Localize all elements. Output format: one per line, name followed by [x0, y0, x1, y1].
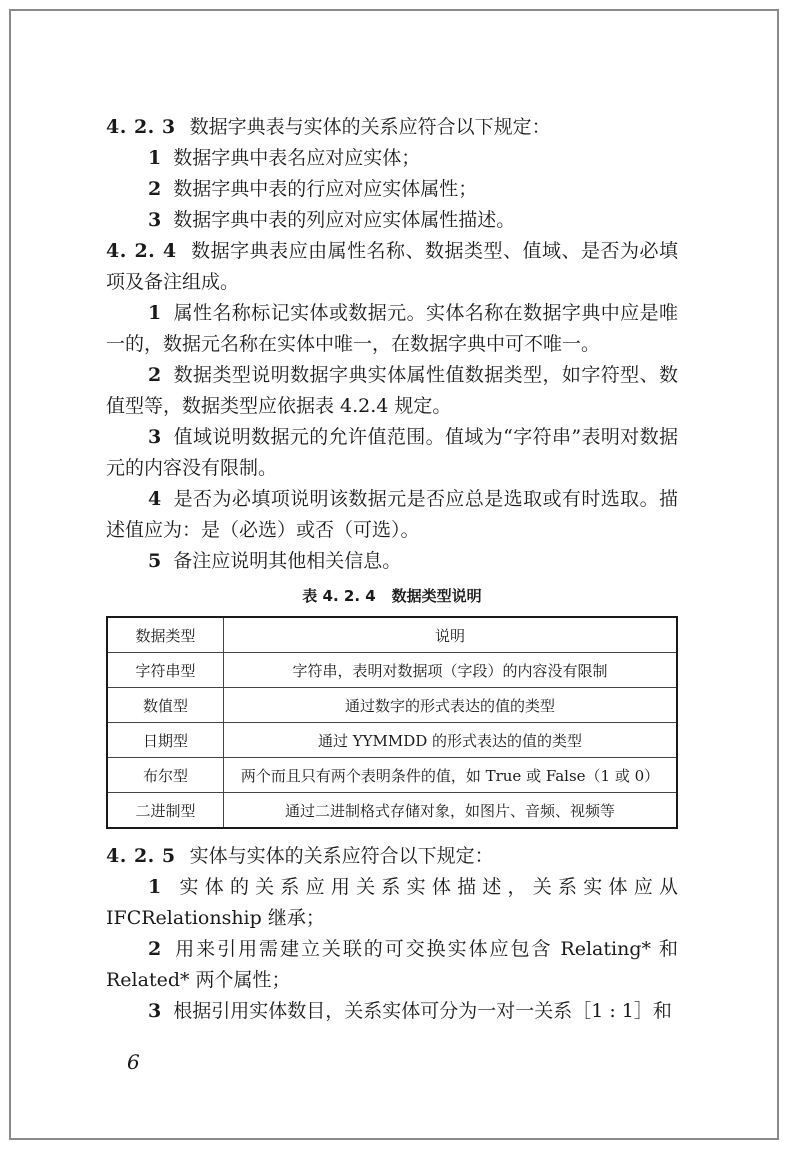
- table-row: [107, 723, 677, 758]
- list-item: [106, 934, 678, 996]
- section-number: 4. 2. 4: [106, 240, 177, 262]
- item-text: 数据字典中表名应对应实体；: [173, 147, 421, 169]
- item-number: 1: [148, 876, 162, 898]
- item-number: 2: [148, 364, 162, 386]
- item-text: 用来引用需建立关联的可交换实体应包含 Relating* 和 Related* 两个属性；: [106, 938, 678, 991]
- section-4-2-3: [106, 112, 678, 143]
- item-text: 数据字典中表的列应对应实体属性描述。: [173, 209, 516, 231]
- table-cell: 通过 YYMMDD 的形式表达的值的类型: [224, 723, 678, 758]
- list-item: [106, 174, 678, 205]
- table-cell: 通过二进制格式存储对象，如图片、音频、视频等: [224, 793, 678, 829]
- list-item: [106, 996, 678, 1027]
- table-caption: [106, 585, 678, 607]
- list-item: [106, 872, 678, 934]
- table-cell: 两个而且只有两个表明条件的值，如 True 或 False（1 或 0）: [224, 758, 678, 793]
- table-caption-number: 表 4. 2. 4: [302, 587, 376, 605]
- item-number: 2: [148, 938, 162, 960]
- table-cell: 布尔型: [107, 758, 224, 793]
- column-header: 数据类型: [107, 617, 224, 653]
- item-number: 3: [148, 1000, 162, 1022]
- table-header-row: [107, 617, 677, 653]
- table-cell: 字符串，表明对数据项（字段）的内容没有限制: [224, 653, 678, 688]
- section-4-2-5: [106, 841, 678, 872]
- table-cell: 数值型: [107, 688, 224, 723]
- item-text: 是否为必填项说明该数据元是否应总是选取或有时选取。描述值应为：是（必选）或否（可选）。: [106, 488, 678, 541]
- section-text: 实体与实体的关系应符合以下规定：: [189, 845, 494, 867]
- table-row: [107, 688, 677, 723]
- section-4-2-4: [106, 236, 678, 298]
- table-cell: 字符串型: [107, 653, 224, 688]
- page-content: [106, 112, 678, 1027]
- table-row: [107, 653, 677, 688]
- list-item: [106, 205, 678, 236]
- item-number: 3: [148, 426, 162, 448]
- item-number: 3: [148, 209, 162, 231]
- list-item: [106, 422, 678, 484]
- table-caption-title: 数据类型说明: [391, 587, 482, 605]
- table-row: [107, 758, 677, 793]
- item-number: 5: [148, 550, 162, 572]
- list-item: [106, 143, 678, 174]
- list-item: [106, 360, 678, 422]
- item-number: 1: [148, 302, 162, 324]
- column-header: 说明: [224, 617, 678, 653]
- item-text: 根据引用实体数目，关系实体可分为一对一关系［1 : 1］和: [173, 1000, 672, 1022]
- section-number: 4. 2. 3: [106, 116, 176, 138]
- data-type-table: [106, 616, 678, 829]
- list-item: [106, 298, 678, 360]
- item-text: 值域说明数据元的允许值范围。值域为“字符串”表明对数据元的内容没有限制。: [106, 426, 678, 479]
- section-text: 数据字典表与实体的关系应符合以下规定：: [189, 116, 551, 138]
- table-cell: 通过数字的形式表达的值的类型: [224, 688, 678, 723]
- list-item: [106, 484, 678, 546]
- table-row: [107, 793, 677, 829]
- item-number: 1: [148, 147, 162, 169]
- item-text: 数据字典中表的行应对应实体属性；: [173, 178, 478, 200]
- list-item: [106, 546, 678, 577]
- item-number: 4: [148, 488, 162, 510]
- table-cell: 二进制型: [107, 793, 224, 829]
- item-text: 实体的关系应用关系实体描述，关系实体应从 IFCRelationship 继承；: [106, 876, 678, 929]
- section-text: 数据字典表应由属性名称、数据类型、值域、是否为必填项及备注组成。: [106, 240, 678, 293]
- table-cell: 日期型: [107, 723, 224, 758]
- item-text: 数据类型说明数据字典实体属性值数据类型，如字符型、数值型等，数据类型应依据表 4.2.4 规定。: [106, 364, 678, 417]
- page-number: 6: [127, 1050, 140, 1074]
- item-number: 2: [148, 178, 162, 200]
- item-text: 备注应说明其他相关信息。: [173, 550, 402, 572]
- item-text: 属性名称标记实体或数据元。实体名称在数据字典中应是唯一的，数据元名称在实体中唯一，在数据字典中可不唯一。: [106, 302, 678, 355]
- section-number: 4. 2. 5: [106, 845, 176, 867]
